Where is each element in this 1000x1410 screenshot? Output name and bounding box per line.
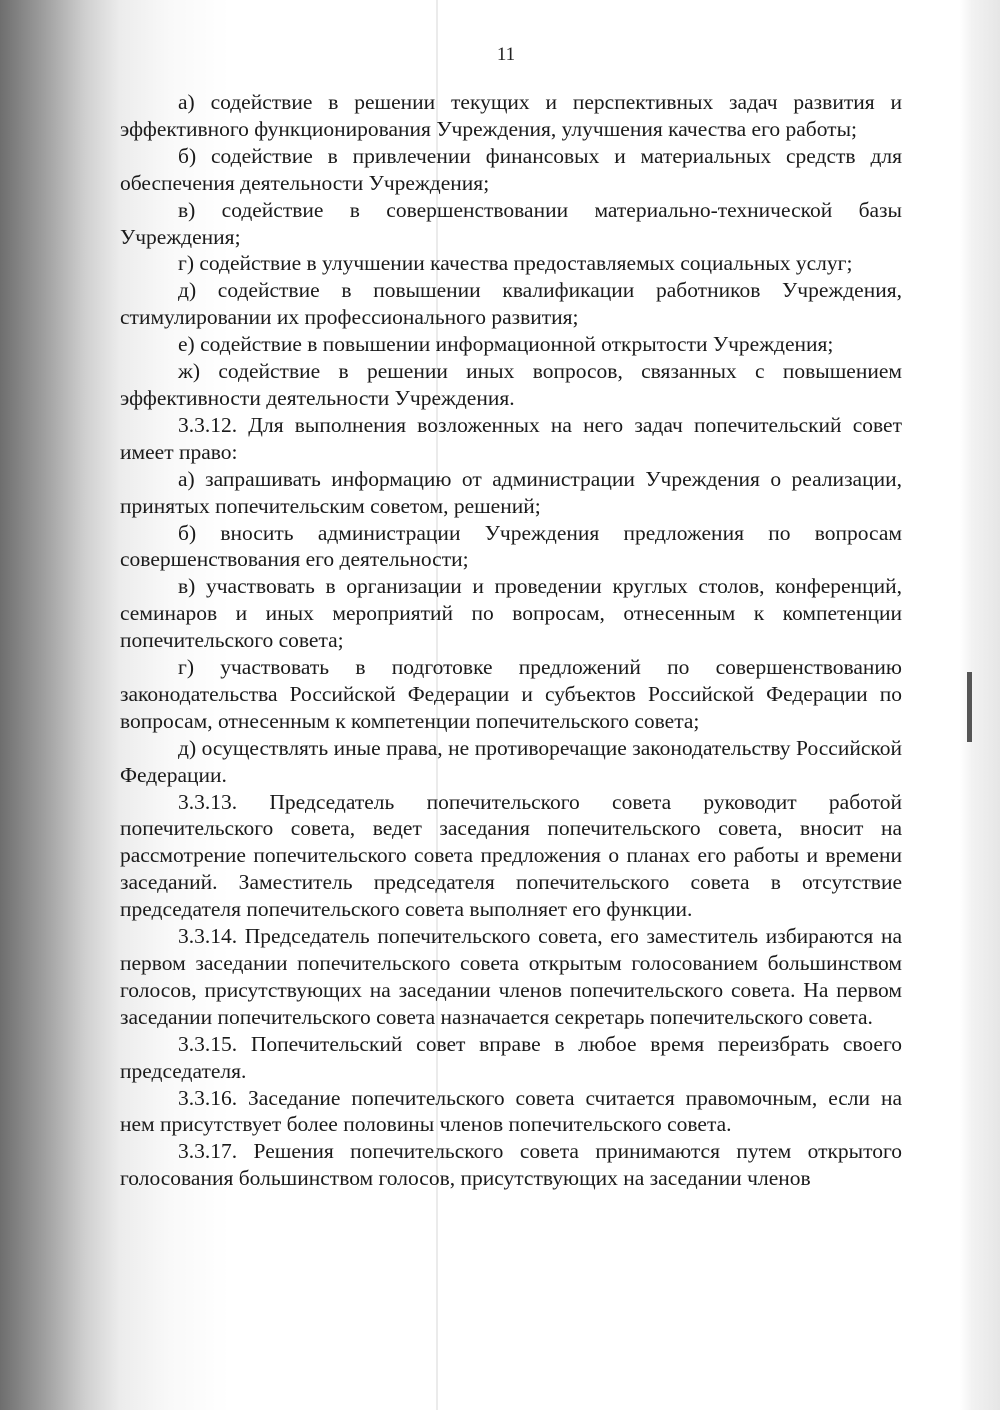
scan-edge-shadow	[960, 0, 1000, 1410]
clause-3-3-16: 3.3.16. Заседание попечительского совета считается правомочным, если на нем присутствует более половины членов попечительского совета.	[120, 1085, 902, 1137]
paragraph-b: б) содействие в привлечении финансовых и материальных средств для обеспечения деятельности Учреждения;	[120, 143, 902, 195]
clause-3-3-12-d: д) осуществлять иные права, не противоречащие законодательству Российской Федерации.	[120, 735, 902, 787]
page-number: 11	[496, 44, 516, 65]
clause-3-3-15: 3.3.15. Попечительский совет вправе в любое время переизбрать своего председателя.	[120, 1031, 902, 1083]
clause-3-3-12: 3.3.12. Для выполнения возложенных на него задач попечительский совет имеет право:	[120, 412, 902, 464]
scan-edge-mark	[967, 672, 972, 742]
paragraph-d: д) содействие в повышении квалификации работников Учреждения, стимулировании их профессионального развития;	[120, 278, 902, 330]
clause-3-3-13: 3.3.13. Председатель попечительского совета руководит работой попечительского совета, ведет заседания попечительского совета, вносит на рассмотрение попечительского совета предложения о планах его работы и времени заседаний. Заместитель председателя попечительского совета в отсутствие председателя попечительского совета выполняет его функции.	[120, 789, 902, 922]
clause-3-3-17: 3.3.17. Решения попечительского совета принимаются путем открытого голосования большинством голосов, присутствующих на заседании членов	[120, 1139, 902, 1191]
paragraph-v: в) содействие в совершенствовании материально-технической базы Учреждения;	[120, 197, 902, 249]
paragraph-a: а) содействие в решении текущих и перспективных задач развития и эффективного функционирования Учреждения, улучшения качества его работы;	[120, 90, 902, 141]
clause-3-3-12-v: в) участвовать в организации и проведении круглых столов, конференций, семинаров и иных мероприятий по вопросам, отнесенным к компетенции попечительского совета;	[120, 574, 902, 653]
document-body	[120, 89, 902, 1192]
paragraph-e: е) содействие в повышении информационной открытости Учреждения;	[178, 332, 834, 357]
clause-3-3-12-g: г) участвовать в подготовке предложений по совершенствованию законодательства Российской Федерации и субъектов Российской Федерации по вопросам, отнесенным к компетенции попечительского совета;	[120, 655, 902, 733]
clause-3-3-12-a: а) запрашивать информацию от администрации Учреждения о реализации, принятых попечительским советом, решений;	[120, 466, 902, 518]
clause-3-3-12-b: б) вносить администрации Учреждения предложения по вопросам совершенствования его деятельности;	[120, 520, 902, 572]
paragraph-g: г) содействие в улучшении качества предоставляемых социальных услуг;	[178, 251, 853, 276]
clause-3-3-14: 3.3.14. Председатель попечительского совета, его заместитель избираются на первом заседании попечительского совета открытым голосованием большинством голосов, присутствующих на заседании членов попечительского совета. На первом заседании попечительского совета назначается секретарь попечительского совета.	[120, 924, 902, 1029]
paragraph-zh: ж) содействие в решении иных вопросов, связанных с повышением эффективности деятельности Учреждения.	[120, 359, 902, 410]
